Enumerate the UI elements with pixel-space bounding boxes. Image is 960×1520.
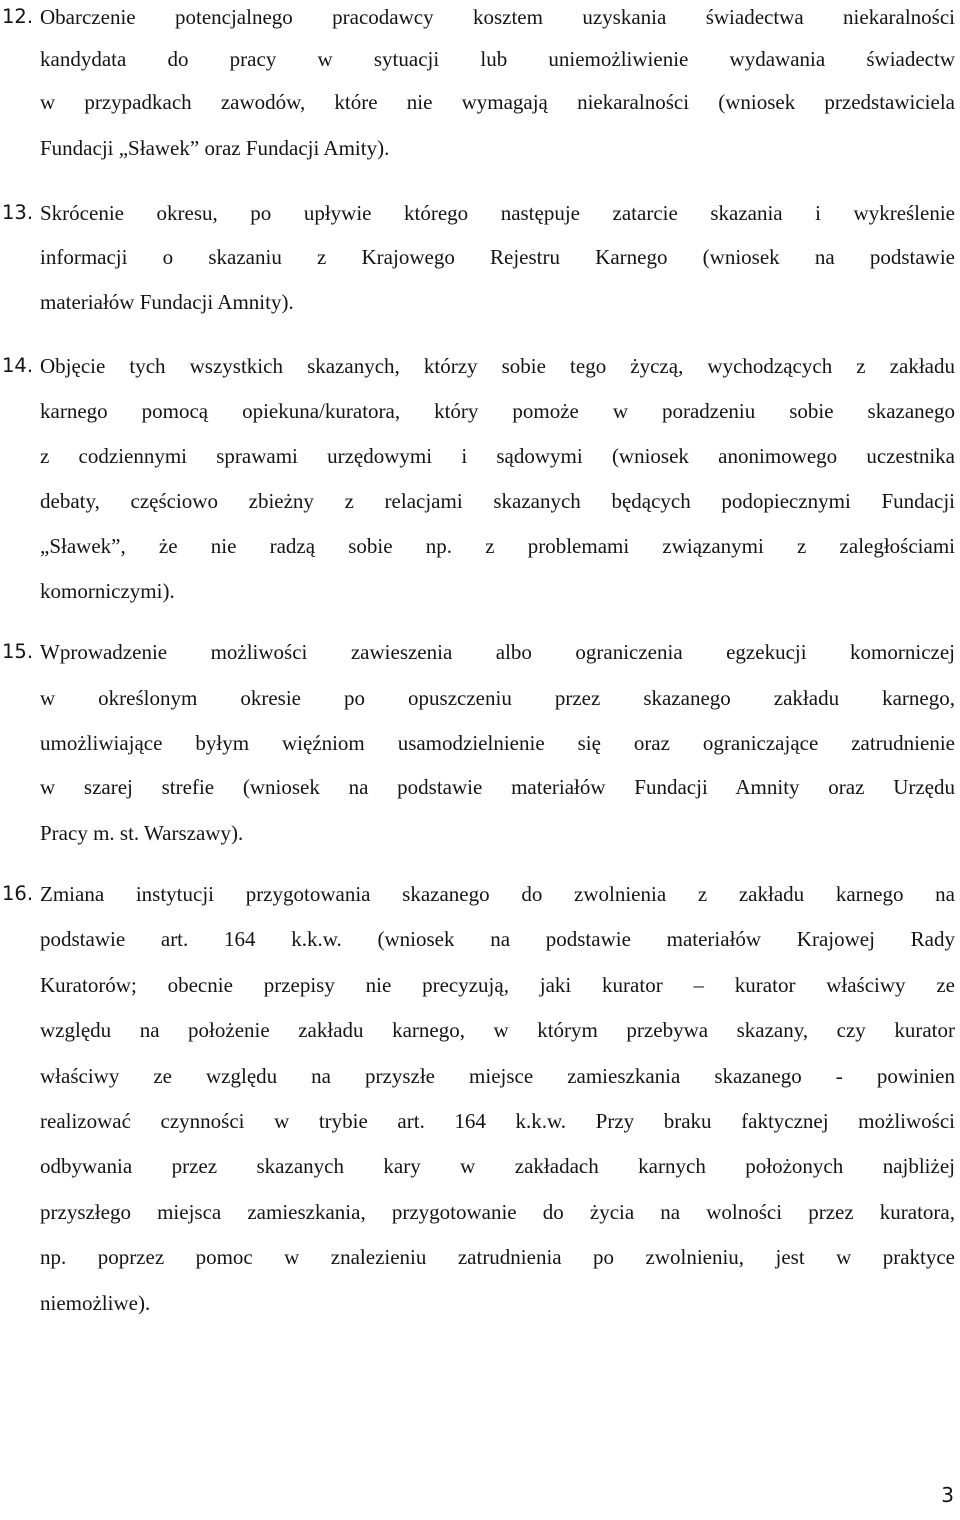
paragraph-line: materiałów Fundacji Amnity). bbox=[40, 290, 294, 314]
paragraph-line: niemożliwe). bbox=[40, 1291, 151, 1315]
paragraph-line: Pracy m. st. Warszawy). bbox=[40, 821, 244, 845]
paragraph-line: właściwy ze względu na przyszłe miejsce zamieszkania skazanego - powinien bbox=[40, 1064, 955, 1088]
paragraph-line: w szarej strefie (wniosek na podstawie materiałów Fundacji Amnity oraz Urzędu bbox=[40, 775, 955, 799]
item-number: 15. bbox=[2, 640, 34, 663]
item-number: 16. bbox=[2, 882, 34, 905]
paragraph-line: informacji o skazaniu z Krajowego Rejestru Karnego (wniosek na podstawie bbox=[40, 245, 955, 269]
paragraph-line: Zmiana instytucji przygotowania skazanego do zwolnienia z zakładu karnego na bbox=[40, 882, 955, 906]
paragraph-line: Objęcie tych wszystkich skazanych, którzy sobie tego życzą, wychodzących z zakładu bbox=[40, 354, 955, 378]
item-number: 12. bbox=[2, 5, 34, 28]
paragraph-line: karnego pomocą opiekuna/kuratora, który pomoże w poradzeniu sobie skazanego bbox=[40, 399, 955, 423]
paragraph-line: „Sławek”, że nie radzą sobie np. z problemami związanymi z zaległościami bbox=[40, 534, 955, 558]
paragraph-line: komorniczymi). bbox=[40, 579, 175, 603]
paragraph-line: w przypadkach zawodów, które nie wymagają niekaralności (wniosek przedstawiciela bbox=[40, 90, 955, 114]
paragraph-line: Wprowadzenie możliwości zawieszenia albo ograniczenia egzekucji komorniczej bbox=[40, 640, 955, 664]
paragraph-line: przyszłego miejsca zamieszkania, przygotowanie do życia na wolności przez kuratora, bbox=[40, 1200, 955, 1224]
paragraph-line: np. poprzez pomoc w znalezieniu zatrudnienia po zwolnieniu, jest w praktyce bbox=[40, 1245, 955, 1269]
page-number: 3 bbox=[941, 1483, 954, 1507]
paragraph-line: odbywania przez skazanych kary w zakładach karnych położonych najbliżej bbox=[40, 1154, 955, 1178]
paragraph-line: z codziennymi sprawami urzędowymi i sądowymi (wniosek anonimowego uczestnika bbox=[40, 444, 955, 468]
paragraph-line: Kuratorów; obecnie przepisy nie precyzują, jaki kurator – kurator właściwy ze bbox=[40, 973, 955, 997]
item-number: 14. bbox=[2, 354, 34, 377]
paragraph-line: umożliwiające byłym więźniom usamodzielnienie się oraz ograniczające zatrudnienie bbox=[40, 731, 955, 755]
paragraph-line: Skrócenie okresu, po upływie którego następuje zatarcie skazania i wykreślenie bbox=[40, 201, 955, 225]
item-number: 13. bbox=[2, 201, 34, 224]
paragraph-line: debaty, częściowo zbieżny z relacjami skazanych będących podopiecznymi Fundacji bbox=[40, 489, 955, 513]
paragraph-line: realizować czynności w trybie art. 164 k.k.w. Przy braku faktycznej możliwości bbox=[40, 1109, 955, 1133]
paragraph-line: Obarczenie potencjalnego pracodawcy kosztem uzyskania świadectwa niekaralności bbox=[40, 5, 955, 29]
paragraph-line: kandydata do pracy w sytuacji lub uniemożliwienie wydawania świadectw bbox=[40, 47, 955, 71]
paragraph-line: względu na położenie zakładu karnego, w którym przebywa skazany, czy kurator bbox=[40, 1018, 955, 1042]
paragraph-line: podstawie art. 164 k.k.w. (wniosek na podstawie materiałów Krajowej Rady bbox=[40, 927, 955, 951]
paragraph-line: Fundacji „Sławek” oraz Fundacji Amity). bbox=[40, 136, 390, 160]
paragraph-line: w określonym okresie po opuszczeniu przez skazanego zakładu karnego, bbox=[40, 686, 955, 710]
